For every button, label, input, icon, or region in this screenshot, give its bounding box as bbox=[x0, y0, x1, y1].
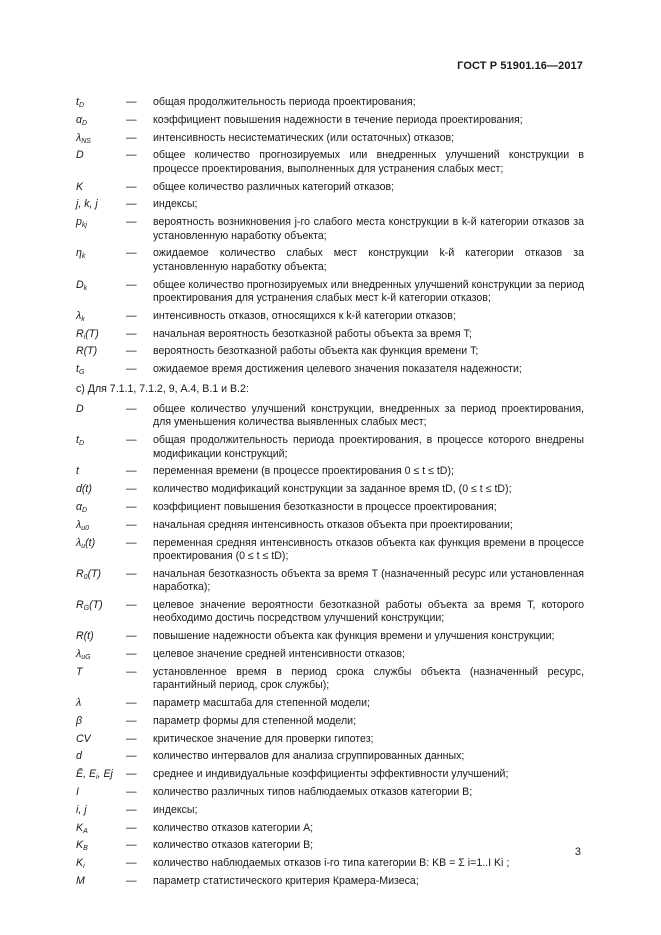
symbol: λ bbox=[76, 697, 82, 709]
dash-separator: — bbox=[126, 518, 137, 531]
symbol: R(T) bbox=[76, 345, 98, 358]
dash-separator: — bbox=[126, 648, 137, 660]
symbol: $\eta_k$ bbox=[76, 247, 86, 261]
definition-row bbox=[76, 279, 584, 306]
dash-separator: — bbox=[126, 567, 137, 580]
symbol: $\alpha_D$ bbox=[76, 113, 88, 127]
symbol: $t_G$ bbox=[76, 363, 85, 377]
page-number: 3 bbox=[574, 846, 581, 858]
definition-text: общая продолжительность периода проектирования, в процессе которого внедрены модификации конструкций; bbox=[153, 434, 584, 460]
definition-row bbox=[76, 434, 584, 461]
symbol: $\lambda_{NS}$ bbox=[76, 131, 91, 145]
definition-row bbox=[76, 96, 584, 109]
definition-text: переменная времени (в процессе проектирования 0 ≤ t ≤ tD); bbox=[153, 465, 454, 478]
definition-text: повышение надежности объекта как функция времени и улучшения конструкции; bbox=[153, 630, 555, 643]
symbol: R(t) bbox=[76, 630, 94, 643]
definition-row bbox=[76, 519, 584, 532]
symbol: $K_A$ bbox=[76, 821, 88, 835]
definition-row bbox=[76, 537, 584, 564]
definition-text: количество модификаций конструкции за заданное время tD, (0 ≤ t ≤ tD); bbox=[153, 483, 512, 496]
dash-separator: — bbox=[126, 247, 137, 260]
definition-row bbox=[76, 363, 584, 376]
definition-row bbox=[76, 328, 584, 341]
definition-text: целевое значение вероятности безотказной работы объекта за время T, которого необходимо достичь посредством улучшений конструкции; bbox=[153, 599, 584, 625]
definition-row bbox=[76, 403, 584, 430]
definition-text: общее количество прогнозируемых или внедренных улучшений конструкции за период проектирования для устранения слабых мест k-й категории отказов; bbox=[153, 278, 584, 304]
dash-separator: — bbox=[126, 665, 137, 678]
dash-separator: — bbox=[126, 149, 137, 162]
definition-row bbox=[76, 804, 584, 817]
definitions-list-2 bbox=[76, 403, 584, 888]
definition-row bbox=[76, 715, 584, 728]
symbol: $p_{kj}$ bbox=[76, 216, 87, 230]
dash-separator: — bbox=[126, 483, 137, 496]
definition-row bbox=[76, 149, 584, 176]
definition-text: количество наблюдаемых отказов i-го типа категории В: KB = Σ i=1..I Ki ; bbox=[153, 857, 510, 870]
definition-row bbox=[76, 839, 584, 852]
symbol: D bbox=[76, 403, 84, 415]
definition-row bbox=[76, 697, 584, 710]
dash-separator: — bbox=[126, 403, 137, 415]
symbol: $\lambda_{uG}$ bbox=[76, 648, 91, 661]
dash-separator: — bbox=[126, 465, 137, 478]
dash-separator: — bbox=[126, 821, 137, 834]
dash-separator: — bbox=[126, 113, 137, 126]
dash-separator: — bbox=[126, 697, 137, 709]
definitions-list-1 bbox=[76, 96, 584, 377]
definition-row bbox=[76, 465, 584, 478]
symbol: M bbox=[76, 874, 85, 887]
definition-row bbox=[76, 483, 584, 496]
dash-separator: — bbox=[126, 714, 137, 727]
definition-text: целевое значение средней интенсивности отказов; bbox=[153, 648, 405, 660]
definition-row bbox=[76, 786, 584, 799]
symbol: $\lambda_{u0}$ bbox=[76, 518, 90, 532]
symbol: $K_i$ bbox=[76, 857, 85, 871]
definition-row bbox=[76, 501, 584, 514]
symbol: T bbox=[76, 665, 83, 678]
symbol: d bbox=[76, 750, 82, 763]
symbol: $R_0(T)$ bbox=[76, 567, 102, 581]
definition-row bbox=[76, 247, 584, 274]
dash-separator: — bbox=[126, 216, 137, 229]
definition-text: коэффициент повышения надежности в течение периода проектирования; bbox=[153, 113, 523, 126]
symbol: $\alpha_D$ bbox=[76, 501, 88, 514]
definition-row bbox=[76, 630, 584, 643]
dash-separator: — bbox=[126, 630, 137, 643]
dash-separator: — bbox=[126, 874, 137, 887]
definition-row bbox=[76, 216, 584, 243]
dash-separator: — bbox=[126, 345, 137, 358]
symbol: $R_i(T)$ bbox=[76, 327, 99, 341]
dash-separator: — bbox=[126, 309, 137, 322]
symbol: β bbox=[76, 714, 83, 727]
definition-text: параметр масштаба для степенной модели; bbox=[153, 697, 370, 709]
definition-text: индексы; bbox=[153, 803, 198, 816]
definitions-block bbox=[76, 96, 584, 893]
definition-text: количество отказов категории В; bbox=[153, 839, 314, 852]
symbol: $\lambda_k$ bbox=[76, 309, 85, 323]
definition-row bbox=[76, 857, 584, 870]
symbol: i, j bbox=[76, 803, 87, 816]
definition-text: общая продолжительность периода проектирования; bbox=[153, 96, 416, 108]
dash-separator: — bbox=[126, 750, 137, 763]
definition-row bbox=[76, 198, 584, 211]
symbol: $t_D$ bbox=[76, 434, 85, 448]
definition-text: критическое значение для проверки гипотез; bbox=[153, 732, 374, 745]
definition-text: среднее и индивидуальные коэффициенты эффективности улучшений; bbox=[153, 768, 509, 781]
definition-row bbox=[76, 750, 584, 763]
definition-text: начальная безотказность объекта за время T (назначенный ресурс или установленная наработка); bbox=[153, 567, 584, 594]
dash-separator: — bbox=[126, 96, 137, 108]
symbol: CV bbox=[76, 732, 91, 745]
dash-separator: — bbox=[126, 198, 137, 211]
dash-separator: — bbox=[126, 857, 137, 870]
definition-text: вероятность возникновения j-го слабого места конструкции в k-й категории отказов за установленную наработку объекта; bbox=[153, 216, 584, 242]
symbol: $K_B$ bbox=[76, 839, 88, 853]
definition-row bbox=[76, 345, 584, 358]
dash-separator: — bbox=[126, 768, 137, 781]
dash-separator: — bbox=[126, 839, 137, 852]
symbol: j, k, j bbox=[76, 198, 98, 211]
definition-text: параметр формы для степенной модели; bbox=[153, 714, 357, 727]
dash-separator: — bbox=[126, 501, 137, 513]
definition-row bbox=[76, 599, 584, 626]
symbol: $t_D$ bbox=[76, 96, 85, 109]
definition-text: интенсивность несистематических (или остаточных) отказов; bbox=[153, 131, 455, 144]
symbol: I bbox=[76, 785, 79, 798]
symbol: t bbox=[76, 465, 79, 478]
dash-separator: — bbox=[126, 327, 137, 340]
definition-row bbox=[76, 132, 584, 145]
dash-separator: — bbox=[126, 363, 137, 376]
dash-separator: — bbox=[126, 278, 137, 291]
definition-text: переменная средняя интенсивность отказов объекта как функция времени в процессе проектирования (0 ≤ t ≤ tD); bbox=[153, 536, 584, 562]
definition-row bbox=[76, 114, 584, 127]
definition-text: вероятность безотказной работы объекта как функция времени T; bbox=[153, 345, 479, 358]
dash-separator: — bbox=[126, 785, 137, 798]
symbol: $\lambda_u(t)$ bbox=[76, 536, 96, 550]
symbol: Ē, $E_i$, Ej bbox=[76, 768, 113, 782]
definition-text: коэффициент повышения безотказности в процессе проектирования; bbox=[153, 501, 497, 513]
document-header: ГОСТ Р 51901.16—2017 bbox=[457, 60, 583, 72]
definition-row bbox=[76, 875, 584, 888]
dash-separator: — bbox=[126, 732, 137, 745]
definition-text: установленное время в период срока службы объекта (назначенный ресурс, гарантийный период, срок службы); bbox=[153, 665, 584, 692]
definition-text: общее количество различных категорий отказов; bbox=[153, 180, 395, 193]
definition-text: общее количество прогнозируемых или внедренных улучшений конструкции в процессе проектирования, выполненных для устранения слабых мест; bbox=[153, 149, 584, 175]
definition-text: количество отказов категории А; bbox=[153, 821, 314, 834]
symbol: D bbox=[76, 149, 84, 162]
dash-separator: — bbox=[126, 599, 137, 611]
definition-text: индексы; bbox=[153, 198, 198, 211]
symbol: K bbox=[76, 180, 84, 193]
dash-separator: — bbox=[126, 180, 137, 193]
definition-row bbox=[76, 666, 584, 693]
definition-text: ожидаемое время достижения целевого значения показателя надежности; bbox=[153, 363, 522, 376]
section-c-heading: c) Для 7.1.1, 7.1.2, 9, А.4, В.1 и В.2: bbox=[76, 382, 249, 395]
definition-text: количество различных типов наблюдаемых отказов категории В; bbox=[153, 785, 473, 798]
definition-text: общее количество улучшений конструкции, внедренных за период проектирования, для уменьшения количества выявленных слабых мест; bbox=[153, 403, 584, 429]
definition-row bbox=[76, 733, 584, 746]
definition-row bbox=[76, 310, 584, 323]
definition-text: начальная вероятность безотказной работы объекта за время T; bbox=[153, 327, 472, 340]
definition-text: параметр статистического критерия Крамера-Мизеса; bbox=[153, 874, 419, 887]
dash-separator: — bbox=[126, 434, 137, 447]
definition-text: интенсивность отказов, относящихся к k-й категории отказов; bbox=[153, 309, 456, 322]
dash-separator: — bbox=[126, 536, 137, 549]
symbol: $R_G(T)$ bbox=[76, 599, 103, 612]
definition-row bbox=[76, 822, 584, 835]
symbol: $D_k$ bbox=[76, 278, 88, 292]
definition-row bbox=[76, 648, 584, 661]
definition-text: начальная средняя интенсивность отказов объекта при проектировании; bbox=[153, 518, 513, 531]
definition-row bbox=[76, 181, 584, 194]
symbol: d(t) bbox=[76, 483, 92, 496]
definition-row bbox=[76, 568, 584, 595]
definition-text: ожидаемое количество слабых мест конструкции k-й категории отказов за установленную наработку объекта; bbox=[153, 247, 584, 273]
dash-separator: — bbox=[126, 131, 137, 144]
definition-row bbox=[76, 768, 584, 781]
dash-separator: — bbox=[126, 803, 137, 816]
definition-text: количество интервалов для анализа сгруппированных данных; bbox=[153, 750, 465, 763]
